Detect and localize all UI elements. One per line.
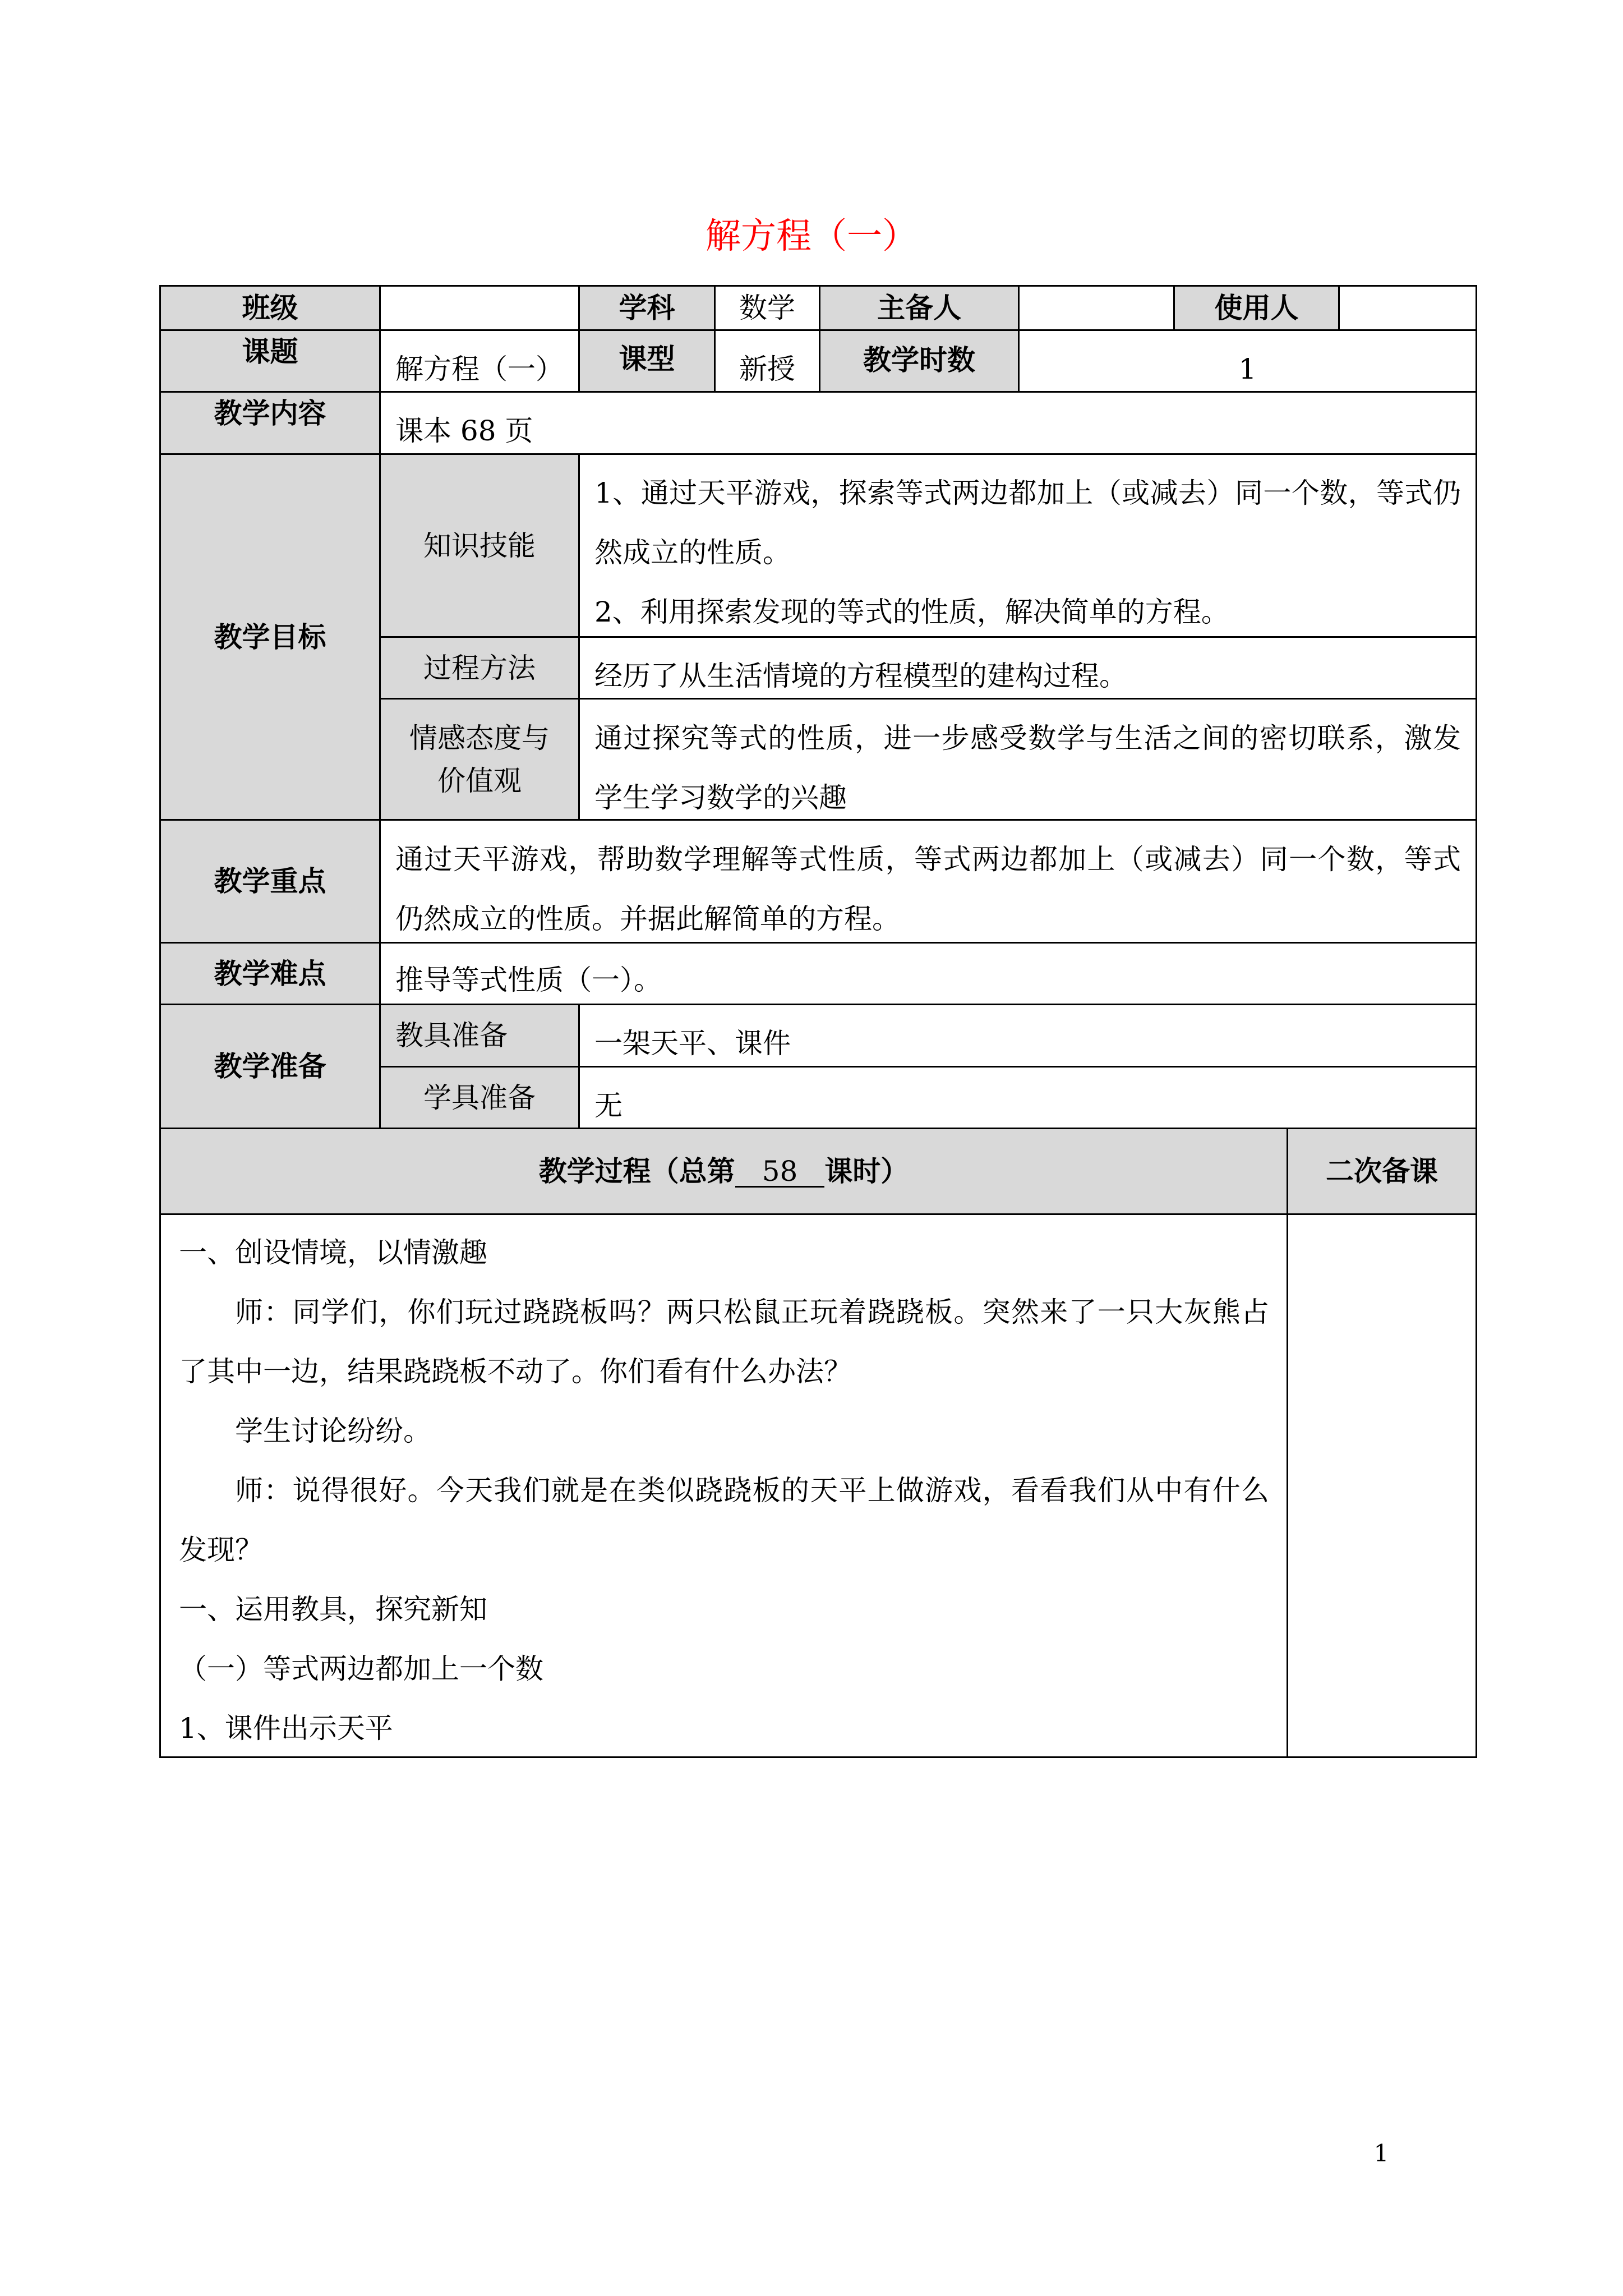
info-row-content — [160, 392, 1477, 454]
method-content-cell — [579, 637, 1477, 699]
class-label: 班级 — [242, 291, 298, 324]
process-body-row — [160, 1214, 1477, 1757]
process-header-row — [160, 1129, 1477, 1214]
content-value-cell — [380, 392, 1477, 454]
revision-label-cell — [1288, 1129, 1477, 1214]
key-point-line: 仍然成立的性质。并据此解简单的方程。 — [395, 903, 900, 935]
subject-value: 数学 — [739, 292, 795, 324]
method-label: 过程方法 — [423, 651, 536, 684]
subject-label: 学科 — [619, 291, 675, 324]
knowledge-line: 1、通过天平游戏，探索等式两边都加上（或减去）同一个数，等式仍 — [594, 477, 1461, 509]
difficulty-label: 教学难点 — [214, 956, 326, 990]
preparer-value-cell — [1019, 286, 1174, 330]
revision-notes-cell — [1288, 1214, 1477, 1757]
difficulty-label-cell — [160, 943, 380, 1005]
subject-value-cell — [715, 286, 820, 330]
class-label-cell — [160, 286, 380, 330]
key-point-line: 通过天平游戏，帮助数学理解等式性质，等式两边都加上（或减去）同一个数，等式 — [395, 843, 1461, 876]
difficulty-row — [160, 943, 1477, 1005]
content-value: 课本 68 页 — [395, 415, 533, 447]
difficulty-text: 推导等式性质（一）。 — [395, 964, 662, 996]
key-point-content-cell — [380, 820, 1477, 943]
preparation-label: 教学准备 — [214, 1050, 326, 1083]
process-line: 1、课件出示天平 — [179, 1712, 393, 1745]
type-value: 新授 — [739, 353, 795, 385]
attitude-label-cell — [380, 699, 579, 820]
process-title-prefix: 教学过程（总第 — [538, 1154, 735, 1188]
type-label-cell — [579, 330, 715, 392]
student-tools-label: 学具准备 — [423, 1081, 536, 1114]
knowledge-line: 2、利用探索发现的等式的性质，解决简单的方程。 — [594, 596, 1229, 628]
revision-label: 二次备课 — [1326, 1154, 1438, 1188]
info-row-topic — [160, 330, 1477, 392]
process-title-suffix: 课时） — [824, 1154, 909, 1188]
process-line: 发现？ — [179, 1534, 263, 1566]
objectives-label-cell — [160, 454, 380, 820]
lesson-plan-table — [159, 285, 1477, 1758]
preparation-label-cell — [160, 1005, 380, 1129]
lesson-number: 58 — [735, 1157, 825, 1188]
hours-value: 1 — [1238, 353, 1257, 385]
student-tools-label-cell — [380, 1067, 579, 1129]
key-point-label-cell — [160, 820, 380, 943]
process-body-cell — [160, 1214, 1288, 1757]
attitude-label-line: 价值观 — [437, 764, 522, 797]
preparer-label-cell — [820, 286, 1019, 330]
topic-label: 课题 — [242, 335, 298, 368]
topic-label-cell — [160, 330, 380, 392]
key-point-row — [160, 820, 1477, 943]
process-line: （一）等式两边都加上一个数 — [179, 1653, 543, 1685]
process-title-cell — [160, 1129, 1288, 1214]
preparation-row-teacher — [160, 1005, 1477, 1067]
process-title — [539, 1154, 909, 1188]
class-value-cell — [380, 286, 579, 330]
knowledge-line: 然成立的性质。 — [594, 536, 791, 569]
teacher-tools-label-cell — [380, 1005, 579, 1067]
knowledge-label: 知识技能 — [423, 529, 536, 562]
user-label-cell — [1174, 286, 1339, 330]
hours-label: 教学时数 — [863, 343, 975, 376]
teacher-tools-label: 教具准备 — [395, 1019, 508, 1052]
topic-value-cell — [380, 330, 579, 392]
topic-value: 解方程（一） — [395, 353, 564, 385]
hours-value-cell — [1019, 330, 1477, 392]
content-label-cell — [160, 392, 380, 454]
user-value-cell — [1339, 286, 1477, 330]
student-tools-value: 无 — [594, 1089, 623, 1122]
method-label-cell — [380, 637, 579, 699]
objectives-label: 教学目标 — [214, 620, 326, 654]
attitude-label-line: 情感态度与 — [409, 721, 550, 754]
key-point-label: 教学重点 — [214, 864, 326, 898]
type-value-cell — [715, 330, 820, 392]
type-label: 课型 — [619, 342, 675, 375]
attitude-line: 学生学习数学的兴趣 — [594, 781, 847, 814]
content-label: 教学内容 — [214, 397, 326, 430]
student-tools-value-cell — [579, 1067, 1477, 1129]
knowledge-label-cell — [380, 454, 579, 637]
process-line: 了其中一边，结果跷跷板不动了。你们看有什么办法？ — [179, 1355, 852, 1388]
difficulty-content-cell — [380, 943, 1477, 1005]
subject-label-cell — [579, 286, 715, 330]
process-line: 师：同学们，你们玩过跷跷板吗？两只松鼠正玩着跷跷板。突然来了一只大灰熊占 — [235, 1296, 1269, 1328]
info-row-class — [160, 286, 1477, 330]
process-line: 一、创设情境，以情激趣 — [179, 1236, 487, 1269]
knowledge-content-cell — [579, 454, 1477, 637]
user-label: 使用人 — [1214, 291, 1299, 324]
objectives-row-knowledge — [160, 454, 1477, 637]
teacher-tools-value: 一架天平、课件 — [594, 1027, 791, 1060]
hours-label-cell — [820, 330, 1019, 392]
attitude-line: 通过探究等式的性质，进一步感受数学与生活之间的密切联系，激发 — [594, 722, 1461, 754]
page-number: 1 — [1373, 2139, 1389, 2167]
process-line: 一、运用教具，探究新知 — [179, 1593, 487, 1626]
document-title: 解方程（一） — [706, 215, 917, 256]
teacher-tools-value-cell — [579, 1005, 1477, 1067]
process-line: 师：说得很好。今天我们就是在类似跷跷板的天平上做游戏，看看我们从中有什么 — [235, 1474, 1269, 1507]
method-line: 经历了从生活情境的方程模型的建构过程。 — [594, 660, 1127, 692]
preparer-label: 主备人 — [877, 291, 961, 324]
process-line: 学生讨论纷纷。 — [235, 1415, 431, 1447]
attitude-content-cell — [579, 699, 1477, 820]
